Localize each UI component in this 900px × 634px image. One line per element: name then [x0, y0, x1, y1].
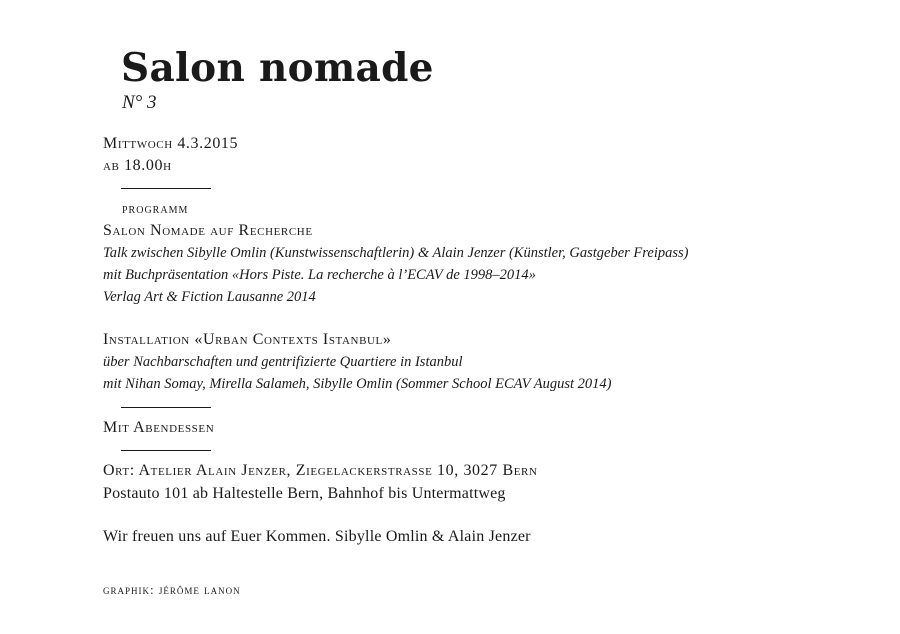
divider-rule-3: [121, 450, 211, 451]
programm-item-line: mit Nihan Somay, Mirella Salameh, Sibylle Omlin (Sommer School ECAV August 2014): [103, 376, 612, 392]
issue-number: N° 3: [122, 92, 157, 113]
event-time: ab 18.00h: [103, 157, 172, 174]
event-date: Mittwoch 4.3.2015: [103, 135, 239, 152]
location-address: Ort: Atelier Alain Jenzer, Ziegelackerstrasse 10, 3027 Bern: [103, 462, 538, 479]
programm-item-line: Talk zwischen Sibylle Omlin (Kunstwissenschaftlerin) & Alain Jenzer (Künstler, Gastgeber Freipass): [103, 245, 689, 261]
programm-item-line: Verlag Art & Fiction Lausanne 2014: [103, 289, 316, 305]
divider-rule-2: [121, 407, 211, 408]
programm-item-line: mit Buchpräsentation «Hors Piste. La recherche à l’ECAV de 1998–2014»: [103, 267, 536, 283]
page-title: Salon nomade: [121, 45, 434, 91]
programm-heading: programm: [122, 202, 189, 217]
programm-item-title: Installation «Urban Contexts Istanbul»: [103, 331, 392, 348]
divider-rule-1: [121, 188, 211, 189]
location-transit: Postauto 101 ab Haltestelle Bern, Bahnhof bis Untermattweg: [103, 485, 506, 502]
design-credit: graphik: jérôme lanon: [103, 582, 241, 597]
programm-item-title: Salon Nomade auf Recherche: [103, 222, 313, 239]
dinner-note: Mit Abendessen: [103, 419, 215, 436]
closing-line: Wir freuen uns auf Euer Kommen. Sibylle Omlin & Alain Jenzer: [103, 528, 531, 545]
programm-item-line: über Nachbarschaften und gentrifizierte Quartiere in Istanbul: [103, 354, 463, 370]
